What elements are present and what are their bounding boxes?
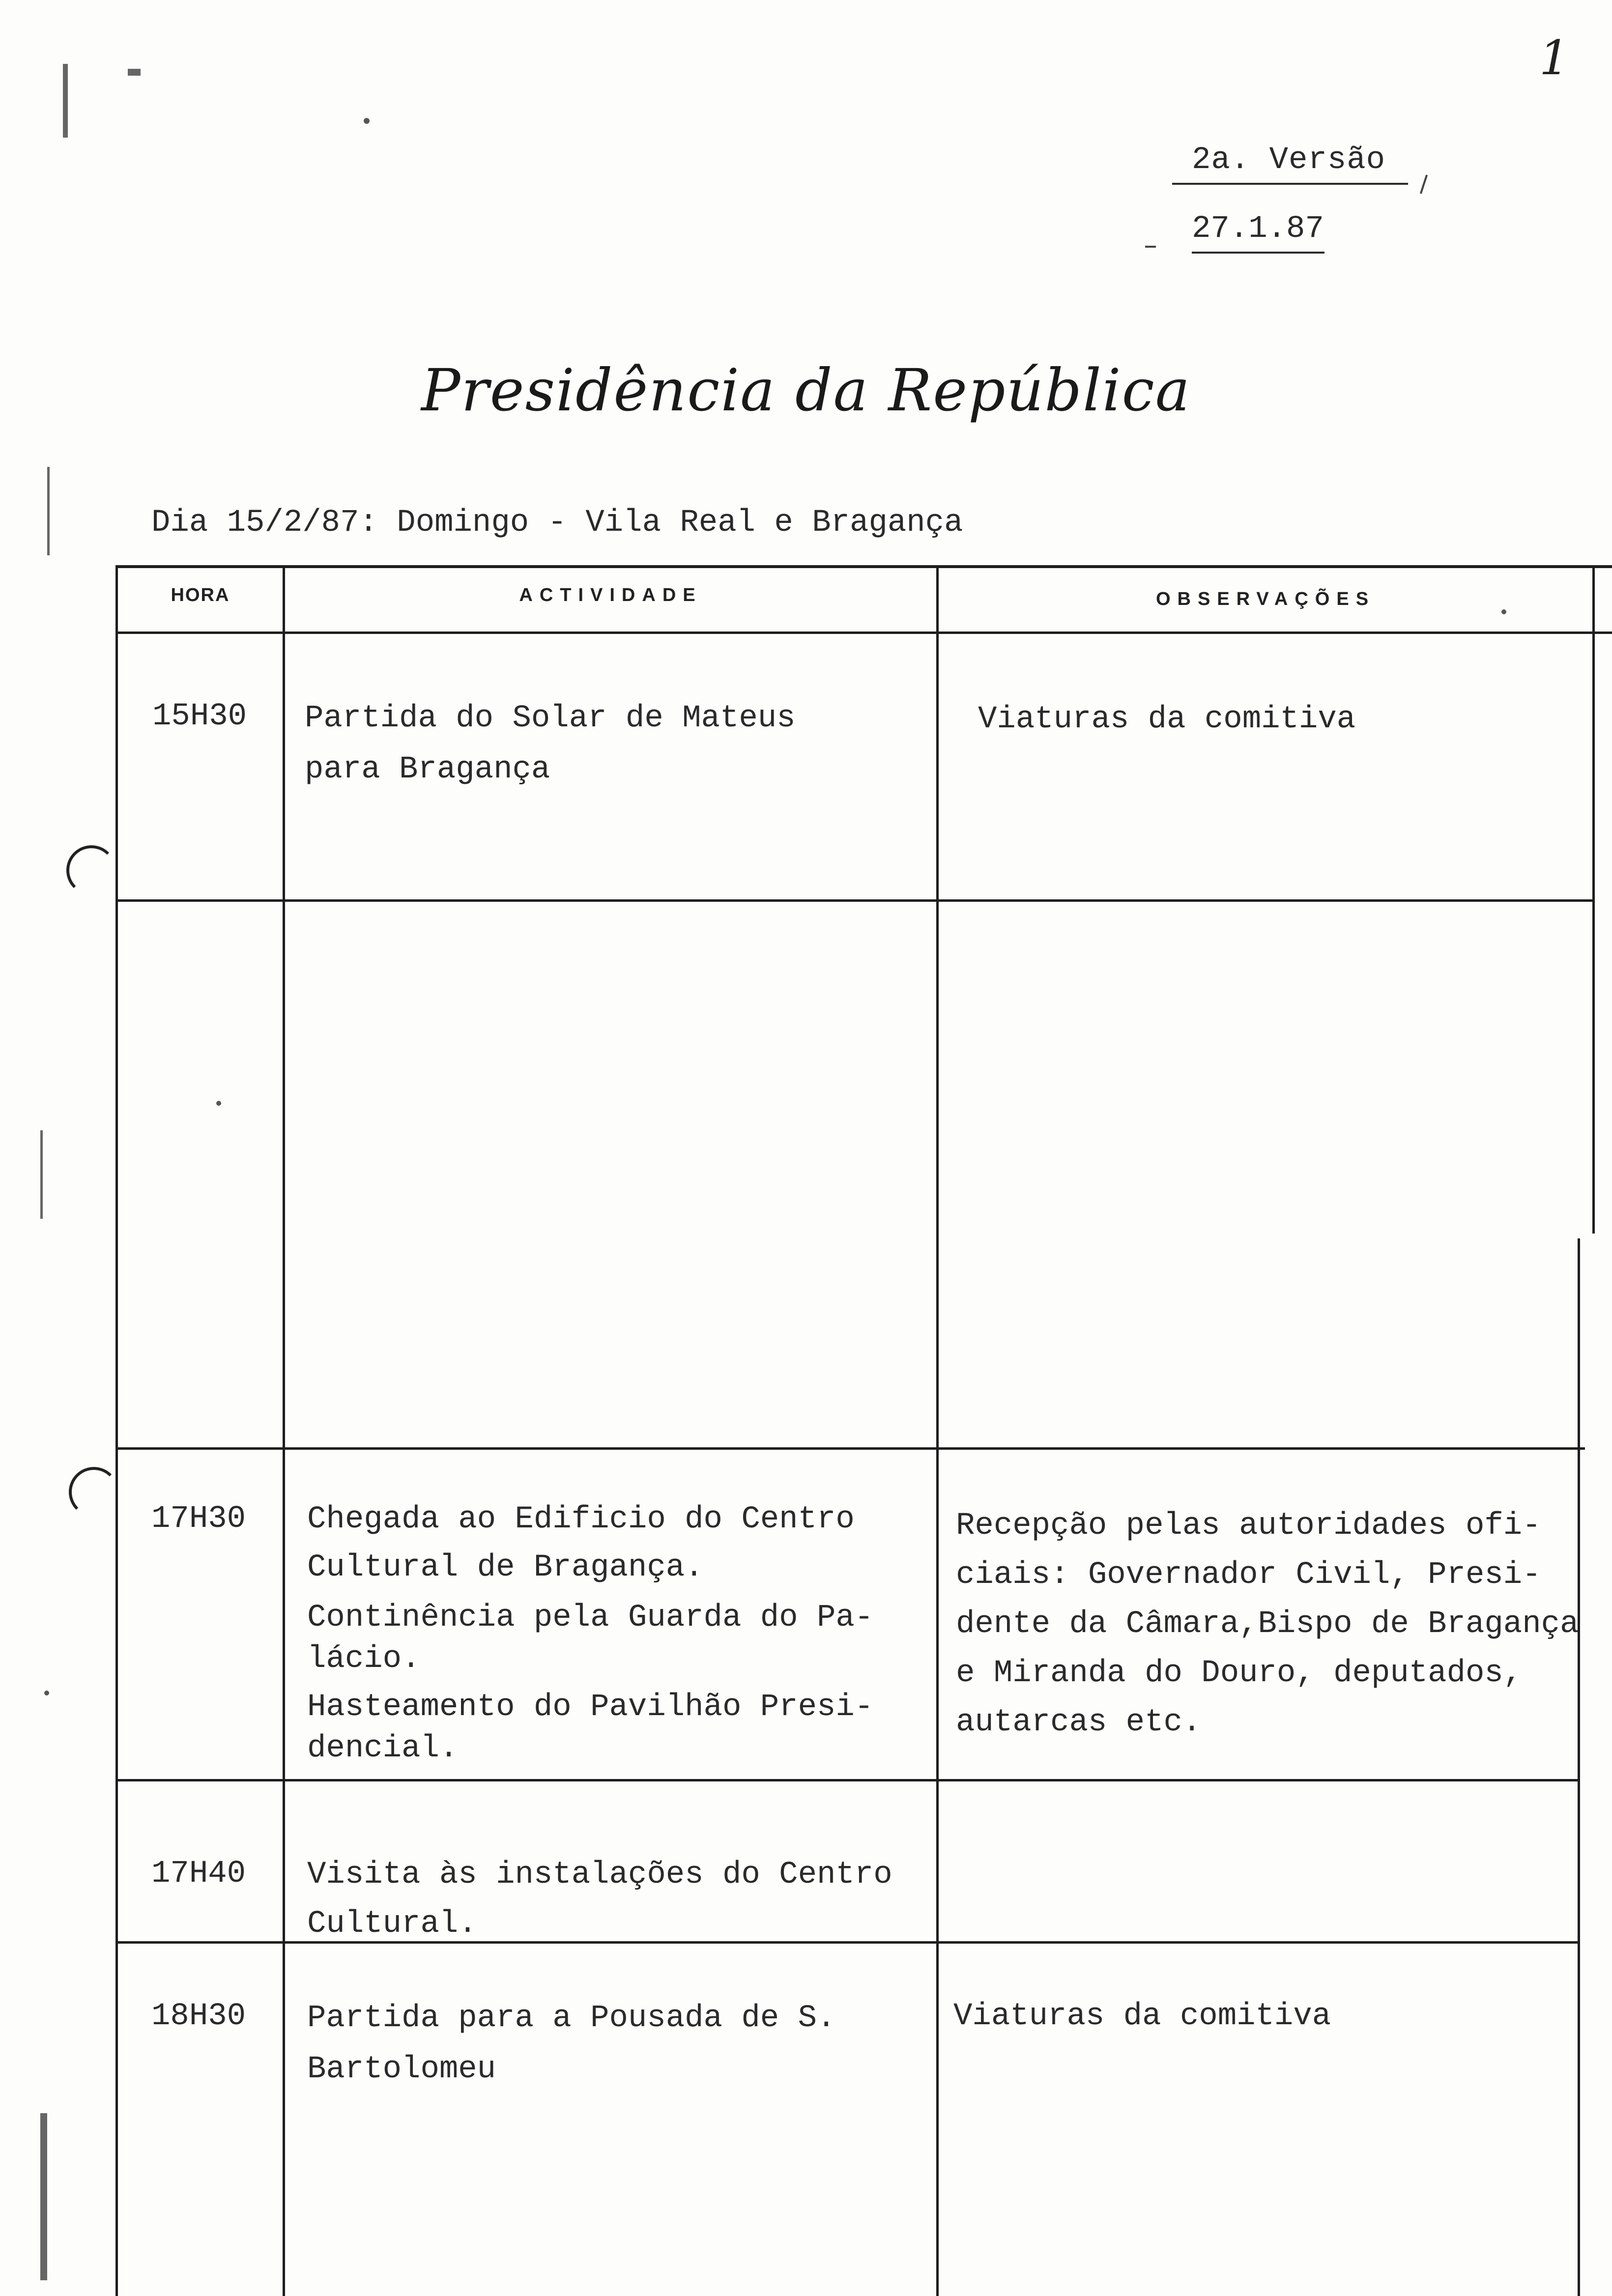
table-row-hora: 18H30 (151, 1999, 246, 2034)
cell-line: Cultural de Bragança. (307, 1550, 704, 1585)
version-date (1192, 211, 1324, 254)
margin-mark (40, 2113, 47, 2280)
table-border-right-lower (1578, 1238, 1580, 2296)
speck (216, 1101, 221, 1106)
pen-mark (1420, 174, 1428, 194)
letterhead-title: Presidência da República (421, 356, 1191, 424)
page-number: 1 (1539, 30, 1570, 86)
table-row-actividade (307, 1495, 873, 1773)
version-date-text: 27.1.87 (1192, 211, 1324, 247)
cell-line: Bartolomeu (307, 2052, 496, 2087)
row-divider-1 (115, 899, 1595, 902)
cell-line: para Bragança (305, 752, 550, 787)
row-divider-2 (115, 1447, 1585, 1450)
table-row-hora: 17H30 (151, 1501, 246, 1537)
table-row-hora: 17H40 (151, 1856, 246, 1892)
speck (44, 1691, 49, 1695)
column-header-actividade: ACTIVIDADE (519, 585, 702, 605)
cell-line: Recepção pelas autoridades ofi- (956, 1508, 1541, 1544)
column-divider-2 (936, 565, 939, 2296)
version-label (1192, 143, 1408, 185)
speck (364, 118, 370, 124)
table-row-actividade (307, 1993, 835, 2095)
cell-line: Continência pela Guarda do Pa- (307, 1600, 874, 1636)
margin-mark (63, 64, 68, 138)
cell-line: Chegada ao Edificio do Centro (307, 1502, 855, 1537)
column-divider-1 (283, 565, 285, 2296)
margin-mark (47, 467, 50, 555)
cell-line: Partida para a Pousada de S. (307, 2001, 836, 2036)
cell-line: Cultural. (307, 1906, 477, 1942)
cell-line: Visita às instalações do Centro (307, 1857, 892, 1893)
table-row-observacoes (953, 1993, 1331, 2040)
cell-line: Viaturas da comitiva (978, 702, 1356, 737)
table-row-observacoes (956, 1501, 1579, 1747)
column-header-hora: HORA (171, 585, 230, 605)
cell-line: Partida do Solar de Mateus (305, 701, 796, 736)
table-border-left (115, 565, 118, 2296)
margin-mark (40, 1130, 43, 1219)
cell-line: autarcas etc. (956, 1705, 1202, 1740)
version-text: 2a. Versão (1192, 143, 1386, 178)
cell-line: Viaturas da comitiva (953, 1999, 1331, 2034)
table-border-top (115, 565, 1612, 568)
cell-line: dencial. (307, 1731, 459, 1766)
table-row-actividade (307, 1850, 892, 1949)
punch-hole-mark (69, 1467, 119, 1517)
cell-line: ciais: Governador Civil, Presi- (956, 1557, 1541, 1593)
table-row-observacoes (978, 696, 1355, 743)
table-header-rule (115, 631, 1612, 634)
table-border-right-upper (1592, 565, 1595, 1234)
version-underline (1172, 183, 1408, 185)
day-heading: Dia 15/2/87: Domingo - Vila Real e Bragança (151, 505, 963, 541)
cell-line: e Miranda do Douro, deputados, (956, 1656, 1523, 1691)
version-date-underline (1192, 252, 1324, 254)
cell-line: dente da Câmara,Bispo de Bragança (956, 1607, 1579, 1642)
cell-line: Hasteamento do Pavilhão Presi- (307, 1690, 874, 1725)
row-divider-3 (115, 1779, 1580, 1781)
speck (1501, 609, 1506, 614)
table-row-hora: 15H30 (152, 699, 247, 734)
column-header-observacoes: OBSERVAÇÕES (1155, 589, 1376, 609)
dash-mark (1145, 246, 1156, 248)
table-row-actividade (305, 693, 796, 795)
cell-line: lácio. (307, 1641, 421, 1677)
punch-hole-mark (66, 845, 116, 895)
margin-mark (128, 69, 141, 76)
